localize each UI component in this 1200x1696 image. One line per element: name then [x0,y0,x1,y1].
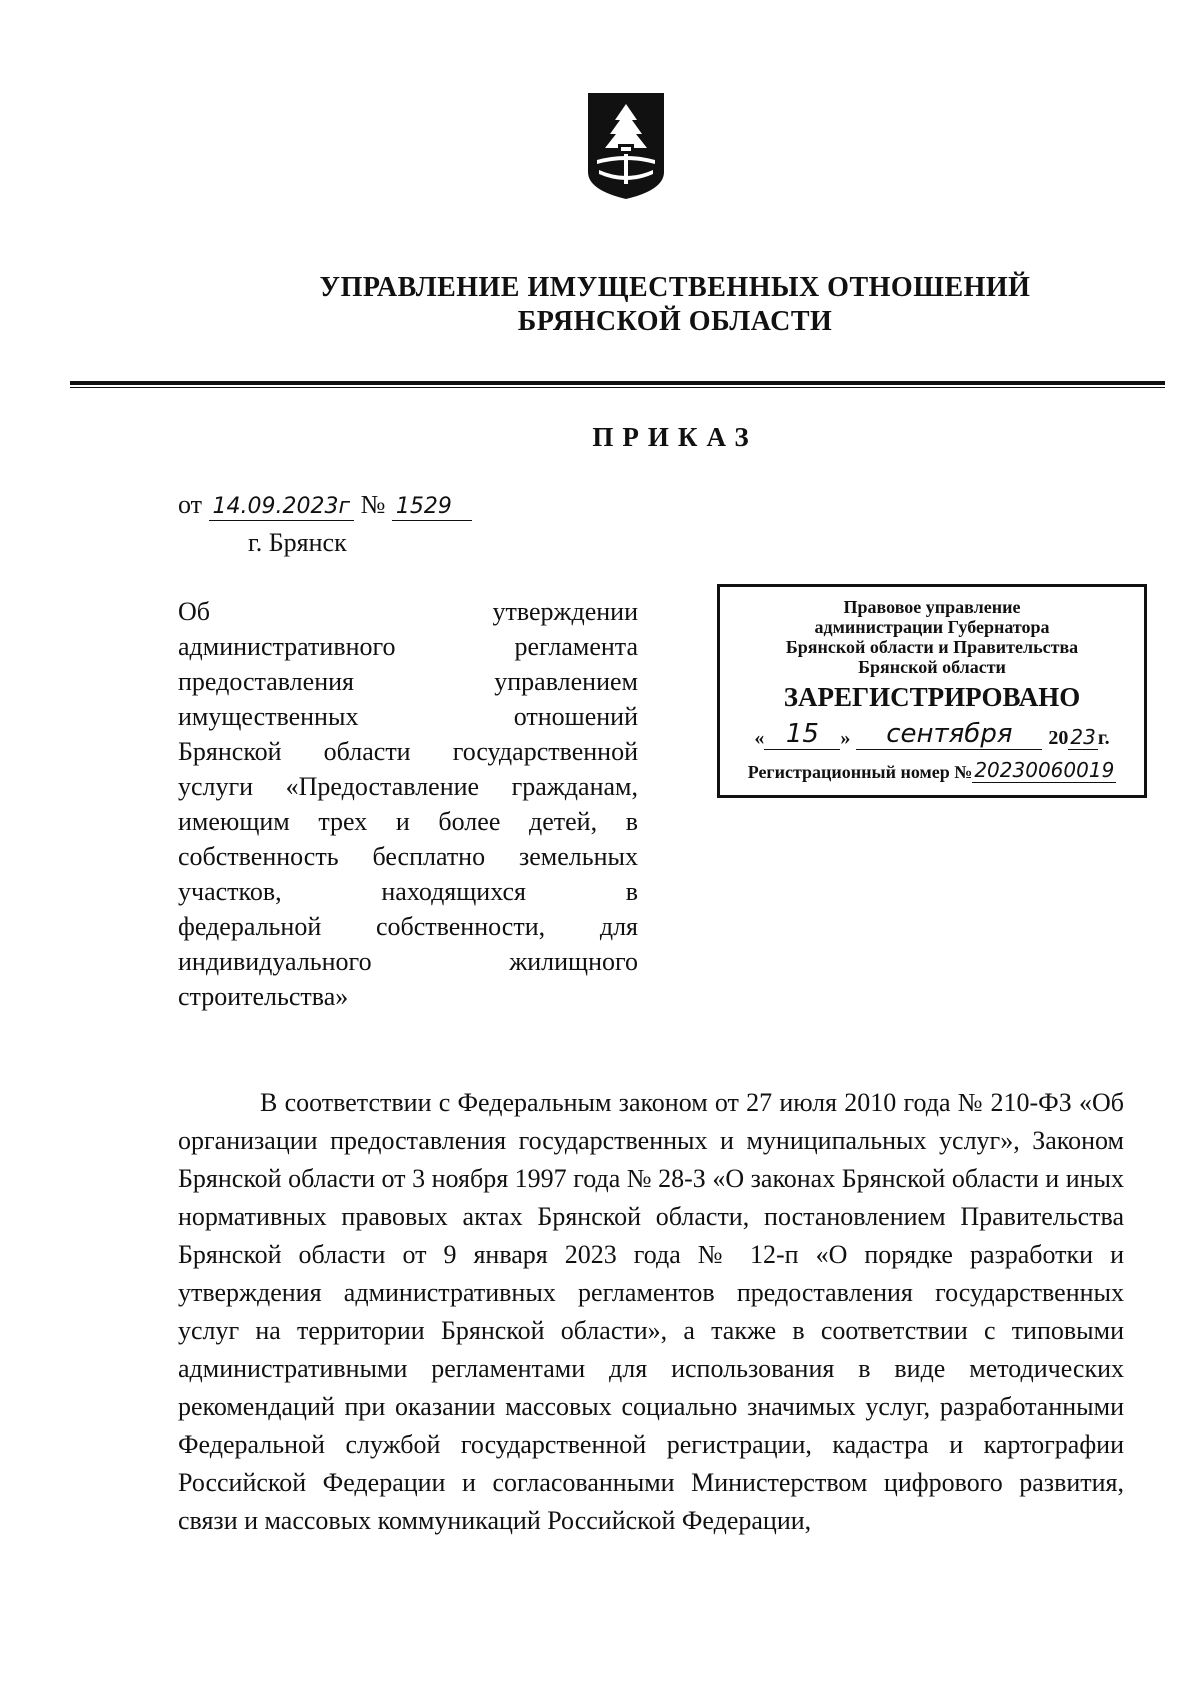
stamp-month: сентября [856,719,1042,750]
subject-line: имущественных отношений [178,702,638,731]
registration-stamp [717,584,1147,798]
coat-of-arms-icon [585,90,667,202]
handwritten-number: 1529 [392,494,472,521]
subject-line: Об утверждении [178,597,638,626]
subject-line: предоставления управлением [178,667,638,696]
stamp-line: администрации Губернатора [814,617,1050,637]
organization-name-line2: БРЯНСКОЙ ОБЛАСТИ [517,306,833,337]
subject-line: строительства» [178,982,349,1011]
subject-line: федеральной собственности, для [178,912,638,941]
stamp-day: 15 [764,719,840,750]
number-prefix: № [360,490,386,519]
city: г. Брянск [248,528,347,557]
stamp-title: ЗАРЕГИСТРИРОВАНО [783,682,1081,712]
subject-line: собственность бесплатно земельных [178,842,638,871]
stamp-line: Правовое управление [843,597,1021,617]
document-subject [178,594,638,1014]
subject-line: Брянской области государственной [178,737,638,766]
subject-line: участков, находящихся в [178,877,638,906]
date-number-line [178,490,472,521]
header-divider [70,381,1165,388]
date-prefix: от [178,490,203,519]
document-body [178,1084,1124,1540]
stamp-reg-number: 20230060019 [974,758,1115,782]
stamp-year: 23 [1070,725,1096,749]
stamp-line: Брянской области [858,657,1006,677]
subject-line: услуги «Предоставление гражданам, [178,772,638,801]
subject-line: имеющим трех и более детей, в [178,807,638,836]
stamp-registration-row [720,758,1144,783]
stamp-date-row: « 15 » сентября 20 23 г. [754,719,1110,749]
subject-line: административного регламента [178,632,638,661]
stamp-reg-label: Регистрационный номер № [747,762,973,782]
stamp-year-end: г. [1097,727,1110,749]
handwritten-date: 14.09.2023г [209,494,355,521]
organization-name-line1: УПРАВЛЕНИЕ ИМУЩЕСТВЕННЫХ ОТНОШЕНИЙ [319,272,1031,303]
body-paragraph: В соответствии с Федеральным законом от 27 июля 2010 года № 210-ФЗ «Об организации предоставления государственных и муниципальных услуг», Законом Брянской области от 3 ноября 1997 года № 28-З «О законах Брянской области и иных нормативных правовых актах Брянской области, постановлением Правительства Брянской области от 9 января 2023 года № 12-п «О порядке разработки и утверждения административных регламентов предоставления государственных услуг на территории Брянской области», а также в соответствии с типовыми административными регламентами для использования в виде методических рекомендаций при оказании массовых социально значимых услуг, разработанными Федеральной службой государственной регистрации, кадастра и картографии Российской Федерации и согласованными Министерством цифрового развития, связи и массовых коммуникаций Российской Федерации, [178,1088,1124,1535]
subject-line: индивидуального жилищного [178,947,638,976]
document-type-title: ПРИКАЗ [592,422,758,452]
stamp-line: Брянской области и Правительства [785,637,1079,657]
stamp-year-prefix: 20 [1048,727,1069,749]
